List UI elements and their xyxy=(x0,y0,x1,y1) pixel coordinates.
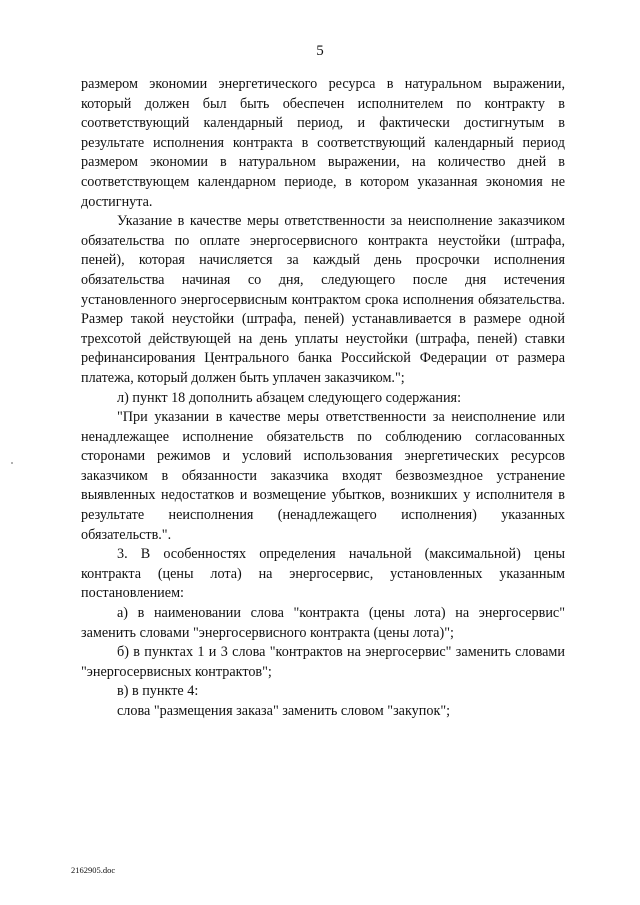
paragraph-item-l: л) пункт 18 дополнить абзацем следующего содержания: xyxy=(117,389,462,406)
paragraph-penalty-clause: Указание в качестве меры ответственности за неисполнение заказчиком обязательства по оплате энергосервисного контракта неустойки (штрафа, пеней), которая начисляется за каждый день просрочки исполнения обязательства начиная со дня, следующего после дня истечения установленного энергосервисным контрактом срока исполнения обязательства. Размер такой неустойки (штрафа, пеней) устанавливается в размере одной трехсотой действующей на день уплаты неустойки (штрафа, пеней) ставки рефинансирования Центрального банка Российской Федерации от размера платежа, который должен быть уплачен заказчиком."; xyxy=(81,213,565,386)
paragraph-continuation: размером экономии энергетического ресурса в натуральном выражении, который должен был быть обеспечен исполнителем по контракту в соответствующий календарный период, и фактически достигнутым в результате исполнения контракта в соответствующий календарный период размером экономии в натуральном выражении, на количество дней в соответствующем календарном периоде, в котором указанная экономия не достигнута. xyxy=(81,76,565,210)
document-body xyxy=(81,75,565,722)
paragraph-item-v-text: слова "размещения заказа" заменить словом "закупок"; xyxy=(117,703,451,719)
paragraph-point-3: 3. В особенностях определения начальной (максимальной) цены контракта (цены лота) на энергосервис, установленных указанным постановлением: xyxy=(81,546,565,602)
paragraph-item-v: в) в пункте 4: xyxy=(117,683,199,700)
footer-filename: 2162905.doc xyxy=(71,865,116,875)
paragraph-item-b: б) в пунктах 1 и 3 слова "контрактов на энергосервис" заменить словами "энергосервисных контрактов"; xyxy=(81,644,565,680)
paragraph-item-l-quote: "При указании в качестве меры ответственности за неисполнение или ненадлежащее исполнение обязательств по соблюдению согласованных сторонами режимов и условий использования энергетических ресурсов заказчиком в обязанности заказчика входят безвозмездное устранение выявленных недостатков и возмещение убытков, возникших у исполнителя в результате неисполнения (ненадлежащего исполнения) указанных обязательств.". xyxy=(81,409,565,543)
margin-mark xyxy=(11,462,13,464)
paragraph-item-a: а) в наименовании слова "контракта (цены лота) на энергосервис" заменить словами "энергосервисного контракта (цены лота)"; xyxy=(81,605,565,641)
page-number: 5 xyxy=(316,43,324,59)
